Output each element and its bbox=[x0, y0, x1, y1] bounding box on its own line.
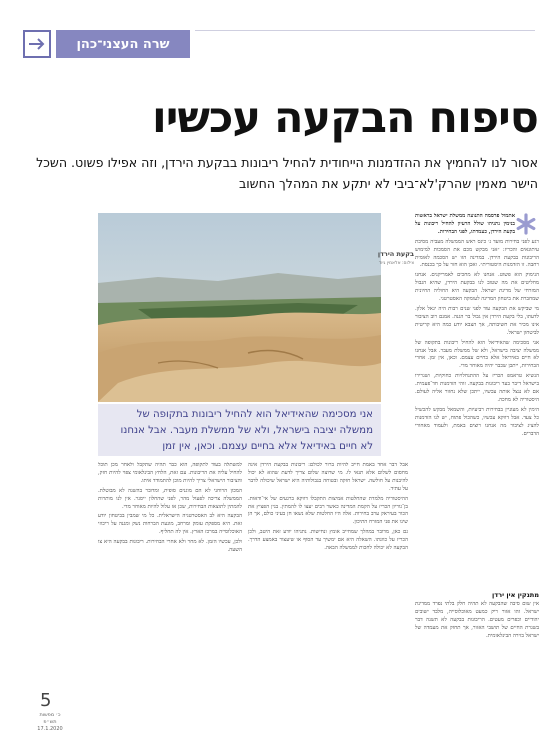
paragraph: הנימוק הוא פשוט. אנחנו לא מחכים לאמריקנים. אנחנו מחליטים את מה שטוב לנו בבקעת הירדן, שהיא הגבול המזרחי של מדינת ישראל. הבקעה היא החוליה החיונית שמחברת את ביטחון המדינה לעומקה האסטרטגי. bbox=[415, 272, 539, 303]
paragraph: הבקעה היא לב האסטרטגיה הישראלית. כל מי שמבין בביטחון יודע זאת. היא מספקת עומק ומרחב, מונעת הברחות נשק ומגנה על ריכוזי האוכלוסייה במרכז הארץ. אין לה תחליף. bbox=[98, 513, 242, 536]
folio-line: 17.1.2020 bbox=[37, 726, 63, 732]
paragraph: אני מסכימה שהאידיאל הוא להחיל ריבונות בתקופה של ממשלה יציבה בישראל, ולא של ממשלת מעבר. אבל אנחנו לא חיים באידיאל אלא בחיים עצמם. וכאן, אין זמן. אחרי הבחירות, ייתכן שכבר יהיה מאוחר מדי. bbox=[415, 339, 539, 370]
paragraph: המכון הרוחני לא הם מוגנים סופית, ומדובר בהשגה לא מבוטלת. הממשלה צריכה לפעול מהר, לפני שהחלון ייסגר. אין לנו מותרות להמתין לתוצאות הבחירות, שכן אז עלול להיות מאוחר מדי. bbox=[98, 487, 242, 510]
paragraph: הימין לא מעוניין בבחירות רביעיות, והשמאל מבקש להכשיל כל צעד. אבל דווקא עכשיו, כשהכול פתוח, יש לנו הזדמנות להציג לציבור מה אנחנו רוצים באמת, ולעמוד מאחורי הדברים. bbox=[415, 406, 539, 437]
paragraph: ולכן, עכשיו הזמן. לא מחר ולא אחרי הבחירות. ריבונות בבקעה היא צו השעה. bbox=[98, 539, 242, 554]
column-left bbox=[98, 462, 242, 708]
folio-line: כ׳ מפשות bbox=[39, 712, 61, 718]
author-name: שרה העצני־כהן bbox=[56, 30, 190, 58]
landscape-photo bbox=[98, 213, 381, 402]
paragraph: למשתלה בעוד לתקופה, הוא כבר תהיה שתקבל ולאחר מכן תוכל להחיל עליה את הריבונות. עם זאת, הלחץ הבינלאומי צפוי להיות חזק, והציבור הישראלי צריך להיות מוכן להתמודד איתו. bbox=[98, 462, 242, 484]
photo-caption bbox=[377, 250, 414, 268]
page-number: 5 bbox=[40, 690, 52, 711]
paragraph: גם כאן, מדובר במהלך שמחייב אומץ ונחישות. נתניהו יודע זאת היטב, ולכן הכריז על כוונתו. השאלה היא אם ימשיך עד הסוף או שיעצור באמצע הדרך. הבקעה לא יכולה לחכות לממשלה הבאה. bbox=[248, 529, 408, 552]
paragraph: מי שביקש את הבקעה עוד לפני שנים רבות היה יגאל אלון. לדעתו, בלי בקעת הירדן אין גבול בר הגנה. אמנם רוב הציבור אינו מכיר את חשיבותה, אך הצבא יודע כמה היא קריטית לביטחון ישראל. bbox=[415, 305, 539, 336]
column-right bbox=[415, 213, 539, 585]
subhead: אסור לנו להחמיץ את ההזדמנות הייחודית להחיל ריבונות בבקעת הירדן, וזה אפילו פשוט. השכל הישר מאמין שהרק'לא־ביבי לא יתקע את המהלך החשוב bbox=[36, 155, 538, 191]
column-middle bbox=[248, 462, 408, 708]
photo-caption-credit: צילום: אלאמין גיוד bbox=[378, 261, 414, 266]
paragraph: אבל דבר אחד באמת חייב להיות ברור לכולם: ריבונות בבקעת הירדן אינה מחסום לשלום אלא תנאי לו. מי שרוצה שלום צריך לדעת שהוא לא יכול להיבנות על חולשה. ישראל חזקה ובטוחה בגבולותיה היא ישראל שיכולה לדבר על עתיד. bbox=[248, 462, 408, 492]
paragraph: הנשיא טראמפ הכריז על ההתנחלויות כחוקיות, ושגרירו בישראל דיבר בעד ריבונות בבקעה. זוהי הזדמנות חד־פעמית. אם לא ננצל אותה עכשיו, ייתכן שלא נחזור אליה לעולם. היסטוריה לא מחכה. bbox=[415, 373, 539, 403]
paragraph: אין שום סיבה שהבקעה לא תהיה חלק בלתי נפרד ממדינת ישראל. זהו אזור ריק כמעט מאוכלוסייה, מלבד ישובים יהודיים וכפרים מעטים. הריבונות בבקעה לא תשנה דבר בשגרת החיים של תושבי האזור, אך תחזק את מעמדה של ישראל בזירה הבינלאומית. bbox=[415, 600, 539, 639]
pull-quote: אני מסכימה שהאידיאל הוא להחיל ריבונות בתקופה של ממשלה יציבה בישראל, ולא של ממשלת מעבר. אבל אנחנו לא חיים באידיאל אלא בחיים עצמם. וכאן, אין זמן bbox=[98, 404, 381, 456]
top-divider bbox=[195, 30, 535, 31]
folio-info bbox=[36, 712, 64, 733]
photo-caption-title: בקעת הירדן bbox=[377, 250, 414, 258]
paragraph: אתמול פרסמה התנועה ממשלת ישראל בראשות בנימין נתניהו שולל הרעיון להחיל ריבונות על בקעת הירדן, כעמדתו, לפני הבחירות. bbox=[415, 213, 515, 235]
arrow-right-icon[interactable] bbox=[23, 30, 51, 58]
column-right-bottom bbox=[415, 588, 539, 708]
headline: סיפוח הבקעה עכשיו bbox=[151, 93, 538, 143]
folio-line: תש״פ bbox=[43, 719, 57, 725]
paragraph: ההיסטוריה מלמדת שהחלטות אמיצות התקבלו דווקא ברגעים של אי־ודאות. בן־גוריון הכריז על הקמת המדינה כאשר רבים יעצו לו להמתין. בגין הפציץ את הכור בעיראק ערב בחירות. אלה היו החלטות שלא נשאו חן בעיני כולם, אך הן שינו את פני המזרח התיכון. bbox=[248, 495, 408, 526]
paragraph: רגע לפני בחירות מועד ג׳ כינס ראש הממשלה מעביה מסיבת עיתונאים והכריז: ״אני מבקש מכם את הסמכות למימוש הריבונות בבקעת הירדן. במדינה הזו יש הסכמה לאומית רחבה. זו הזדמנות היסטורית״. ואכן הוא חזר על כך בכנסת. bbox=[415, 238, 539, 269]
section-heading: מתנקין אין ירדן bbox=[492, 591, 539, 599]
